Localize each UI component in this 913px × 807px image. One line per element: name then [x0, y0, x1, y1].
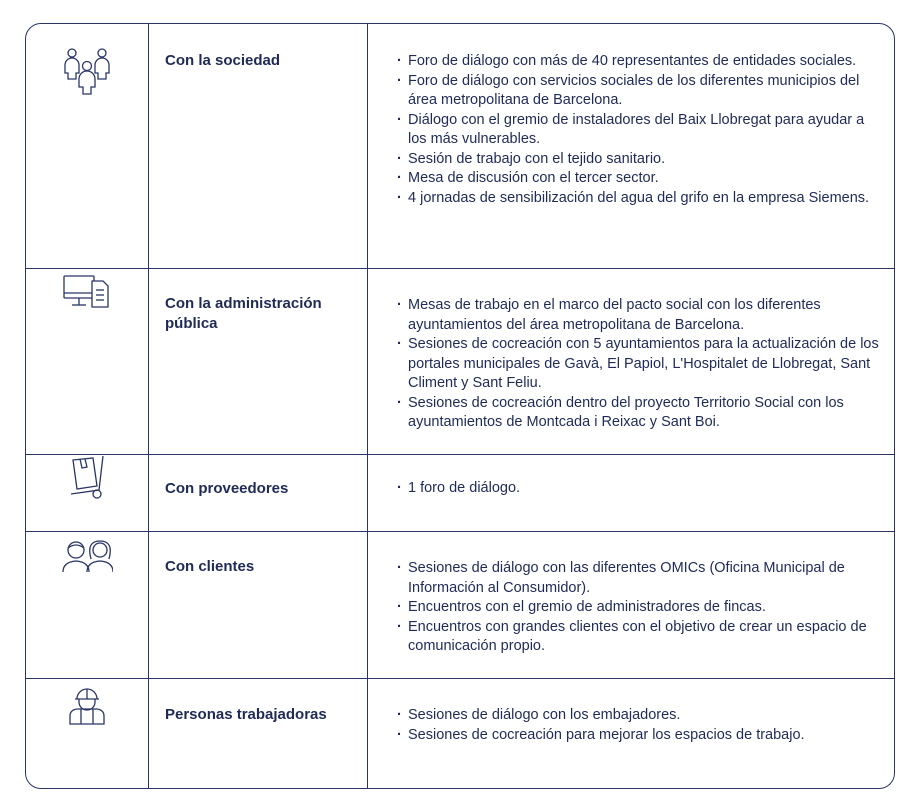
hand-truck-box-icon: [26, 456, 148, 502]
table-row-trabajadoras: [26, 678, 894, 789]
row-label: Con clientes: [165, 558, 255, 575]
row-items: [396, 706, 886, 745]
list-item: · Sesiones de diálogo con los embajadores.: [396, 706, 886, 726]
list-item: · Foro de diálogo con servicios sociales de los diferentes municipios del área metropolitana de Barcelona.: [396, 72, 886, 111]
row-label: Con la administración pública: [165, 295, 322, 332]
row-items: [396, 296, 886, 433]
list-item: · Diálogo con el gremio de instaladores del Baix Llobregat para ayudar a los más vulnerables.: [396, 111, 886, 150]
row-items: [396, 559, 886, 657]
row-label: Personas trabajadoras: [165, 706, 327, 723]
worker-helmet-icon: [26, 684, 148, 726]
list-item: · Sesiones de cocreación para mejorar los espacios de trabajo.: [396, 726, 886, 746]
table-row-clientes: [26, 531, 894, 678]
list-item: · 4 jornadas de sensibilización del agua del grifo en la empresa Siemens.: [396, 189, 886, 209]
table-row-proveedores: [26, 454, 894, 531]
list-item: · Mesa de discusión con el tercer sector.: [396, 169, 886, 189]
list-item: · Sesión de trabajo con el tejido sanitario.: [396, 150, 886, 170]
list-item: · 1 foro de diálogo.: [396, 479, 886, 499]
list-item: · Sesiones de diálogo con las diferentes OMICs (Oficina Municipal de Información al Consumidor).: [396, 559, 886, 598]
list-item: · Encuentros con grandes clientes con el objetivo de crear un espacio de comunicación propio.: [396, 618, 886, 657]
stakeholder-table: [25, 23, 895, 789]
computer-document-icon: [26, 273, 148, 313]
people-group-icon: [26, 46, 148, 96]
row-items: [396, 52, 886, 208]
list-item: · Sesiones de cocreación dentro del proyecto Territorio Social con los ayuntamientos de Montcada i Reixac y Sant Boi.: [396, 394, 886, 433]
list-item: · Encuentros con el gremio de administradores de fincas.: [396, 598, 886, 618]
row-label: Con proveedores: [165, 480, 289, 497]
list-item: · Foro de diálogo con más de 40 representantes de entidades sociales.: [396, 52, 886, 72]
row-label: Con la sociedad: [165, 52, 281, 69]
list-item: · Sesiones de cocreación con 5 ayuntamientos para la actualización de los portales municipales de Gavà, El Papiol, L'Hospitalet de Llobregat, Sant Climent y Sant Feliu.: [396, 335, 886, 394]
table-row-sociedad: [26, 24, 894, 268]
table-row-administracion: [26, 268, 894, 454]
two-customers-icon: [26, 539, 148, 575]
row-items: [396, 479, 886, 499]
list-item: · Mesas de trabajo en el marco del pacto social con los diferentes ayuntamientos del área metropolitana de Barcelona.: [396, 296, 886, 335]
